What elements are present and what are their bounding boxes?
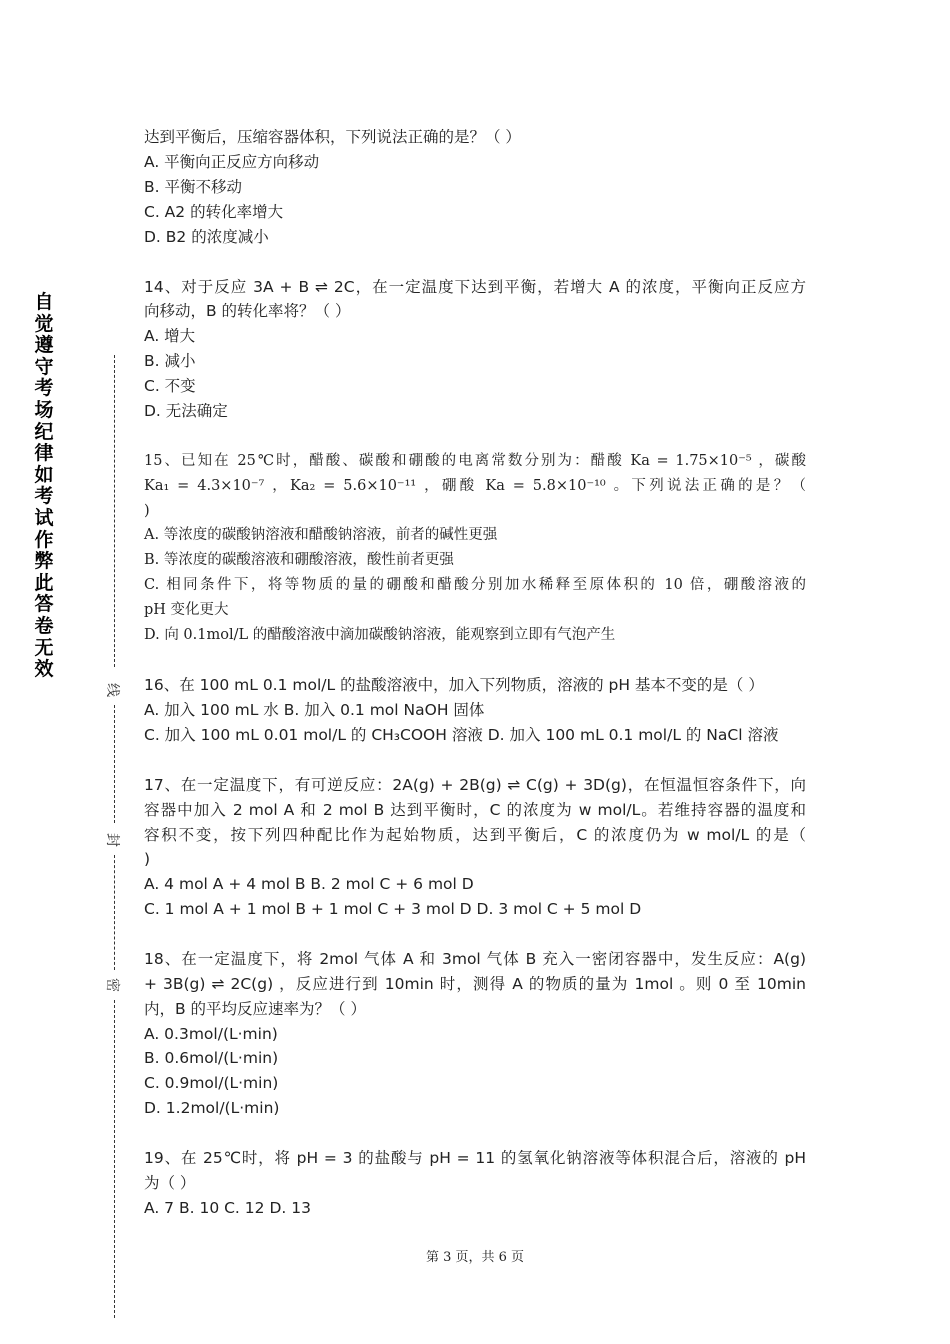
question-15-stem: ) bbox=[144, 503, 150, 519]
option: C. 0.9mol/(L·min) bbox=[144, 1074, 279, 1092]
options-line: A. 加入 100 mL 水 B. 加入 0.1 mol NaOH 固体 bbox=[144, 701, 485, 719]
question-17-stem: ) bbox=[144, 850, 151, 868]
page-footer: 第 3 页，共 6 页 bbox=[425, 1250, 525, 1265]
options-line: C. 加入 100 mL 0.01 mol/L 的 CH₃COOH 溶液 D. 加入 100 mL 0.1 mol/L 的 NaCl 溶液 bbox=[144, 726, 779, 744]
option: C. 相同条件下，将等物质的量的硼酸和醋酸分别加水稀释至原体积的 10 倍，硼酸溶液的 bbox=[144, 577, 806, 593]
seal-mark-line: 线 bbox=[104, 683, 120, 697]
question-15-stem: Ka₁ = 4.3×10⁻⁷ ，Ka₂ = 5.6×10⁻¹¹ ，硼酸 Ka = 5.8×10⁻¹⁰ 。下列说法正确的是？（ bbox=[144, 478, 806, 494]
options-line: C. 1 mol A + 1 mol B + 1 mol C + 3 mol D D. 3 mol C + 5 mol D bbox=[144, 900, 642, 918]
option: A. 增大 bbox=[144, 327, 196, 345]
option: C. 不变 bbox=[144, 377, 196, 395]
binding-line bbox=[114, 705, 115, 823]
option: A. 等浓度的碳酸钠溶液和醋酸钠溶液，前者的碱性更强 bbox=[144, 527, 498, 543]
option: B. 等浓度的碳酸溶液和硼酸溶液，酸性前者更强 bbox=[144, 552, 454, 568]
option: A. 平衡向正反应方向移动 bbox=[144, 153, 320, 171]
options-line: A. 4 mol A + 4 mol B B. 2 mol C + 6 mol D bbox=[144, 875, 474, 893]
option: D. 向 0.1mol/L 的醋酸溶液中滴加碳酸钠溶液，能观察到立即有气泡产生 bbox=[144, 627, 616, 643]
question-18-stem: + 3B(g) ⇌ 2C(g) ，反应进行到 10min 时，测得 A 的物质的量为 1mol 。则 0 至 10min bbox=[144, 975, 806, 993]
question-15-stem: 15、已知在 25℃时，醋酸、碳酸和硼酸的电离常数分别为：醋酸 Ka = 1.75×10⁻⁵ ，碳酸 bbox=[144, 453, 806, 469]
question-14-stem: 向移动，B 的转化率将？（ ） bbox=[144, 302, 351, 320]
binding-line bbox=[114, 855, 115, 970]
question-17-stem: 17、在一定温度下，有可逆反应：2A(g) + 2B(g) ⇌ C(g) + 3D(g)，在恒温恒容条件下，向 bbox=[144, 776, 806, 794]
option: D. 无法确定 bbox=[144, 402, 228, 420]
question-14-stem: 14、对于反应 3A + B ⇌ 2C，在一定温度下达到平衡，若增大 A 的浓度，平衡向正反应方 bbox=[144, 278, 806, 296]
question-18-stem: 内，B 的平均反应速率为？（ ） bbox=[144, 1000, 366, 1018]
option: C. A2 的转化率增大 bbox=[144, 203, 284, 221]
question-18-stem: 18、在一定温度下，将 2mol 气体 A 和 3mol 气体 B 充入一密闭容器中，发生反应：A(g) bbox=[144, 950, 806, 968]
option: B. 0.6mol/(L·min) bbox=[144, 1049, 279, 1067]
options-line: A. 7 B. 10 C. 12 D. 13 bbox=[144, 1199, 311, 1217]
option: B. 减小 bbox=[144, 352, 196, 370]
question-16-stem: 16、在 100 mL 0.1 mol/L 的盐酸溶液中，加入下列物质，溶液的 pH 基本不变的是（ ） bbox=[144, 676, 764, 694]
binding-line bbox=[114, 355, 115, 667]
seal-mark-secret: 密 bbox=[104, 978, 120, 992]
question-19-stem: 为（ ） bbox=[144, 1174, 196, 1192]
option: A. 0.3mol/(L·min) bbox=[144, 1025, 278, 1043]
option: B. 平衡不移动 bbox=[144, 178, 242, 196]
seal-mark-seal: 封 bbox=[104, 833, 120, 847]
question-17-stem: 容积不变，按下列四种配比作为起始物质，达到平衡后，C 的浓度仍为 w mol/L 的是（ bbox=[144, 826, 806, 844]
binding-line bbox=[114, 1000, 115, 1318]
question-19-stem: 19、在 25℃时，将 pH = 3 的盐酸与 pH = 11 的氢氧化钠溶液等体积混合后，溶液的 pH bbox=[144, 1149, 806, 1167]
question-17-stem: 容器中加入 2 mol A 和 2 mol B 达到平衡时，C 的浓度为 w mol/L。若维持容器的温度和 bbox=[144, 801, 806, 819]
question-13-stem: 达到平衡后，压缩容器体积，下列说法正确的是？（ ） bbox=[144, 128, 521, 146]
side-notice: 自觉遵守考场纪律如考试作弊此答卷无效 bbox=[34, 291, 54, 681]
option: D. 1.2mol/(L·min) bbox=[144, 1099, 280, 1117]
option: pH 变化更大 bbox=[144, 602, 229, 618]
option: D. B2 的浓度减小 bbox=[144, 228, 269, 246]
